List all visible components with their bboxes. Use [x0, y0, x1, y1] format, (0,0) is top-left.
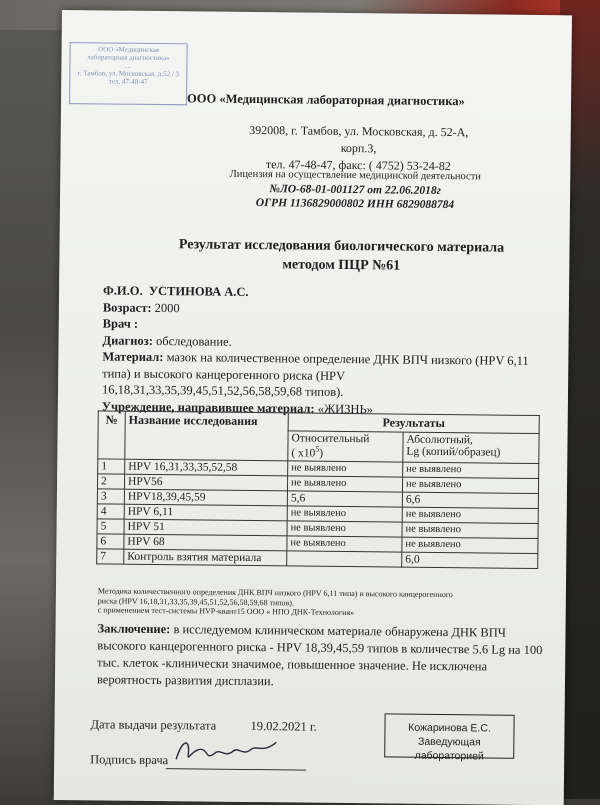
table-row	[97, 549, 538, 569]
doctor-label: Врач :	[103, 316, 139, 330]
table-header-row	[98, 411, 539, 434]
material-label: Материал:	[102, 349, 163, 364]
row-relative: не выявлено	[287, 536, 402, 552]
stamp-line: ООО «Медицинская	[73, 45, 185, 54]
row-name: HPV56	[124, 474, 287, 491]
col-results-header: Результаты	[288, 413, 539, 434]
fio-label: Ф.И.О.	[103, 283, 143, 297]
row-number: 5	[97, 519, 124, 534]
document-sheet	[54, 10, 572, 805]
row-relative: не выявлено	[287, 506, 402, 522]
lab-stamp	[69, 42, 188, 105]
license-line: Лицензия на осуществление медицинской деятельности	[220, 168, 490, 185]
row-absolute: не выявлено	[402, 522, 538, 538]
signature-label: Подпись врача	[90, 752, 168, 768]
row-relative: не выявлено	[288, 461, 403, 477]
row-name: HPV 51	[124, 519, 287, 536]
fio-value: УСТИНОВА А.С.	[149, 284, 249, 299]
row-number: 2	[97, 474, 124, 489]
row-number: 3	[97, 489, 124, 504]
method-line: Методика количественного определения ДНК ВПЧ низкого (HPV 6,11 типа) и высокого канцерогенного	[98, 586, 548, 600]
row-number: 7	[97, 549, 124, 564]
relative-unit-text: ( x10	[291, 447, 315, 459]
phone-line: тел. 47-48-47, факс: ( 4752) 53-24-82	[238, 156, 478, 176]
title-line: методом ПЦР №61	[171, 254, 511, 277]
patient-info	[102, 282, 543, 419]
issue-date-label: Дата выдачи результата	[90, 717, 216, 733]
row-name: HPV18,39,45,59	[124, 489, 287, 506]
row-name: HPV 16,31,33,35,52,58	[125, 459, 288, 476]
age-label: Возраст:	[103, 300, 152, 315]
conclusion-label: Заключение:	[97, 621, 170, 636]
material-value: мазок на количественное определение ДНК ВПЧ низкого (HPV 6,11 типа) и высокого канцерогенного риска (HPV 16,18,31,33,35,39,45,51,52,56,58,59,68 типов).	[102, 350, 529, 399]
handwritten-signature	[172, 733, 282, 766]
relative-unit	[291, 444, 399, 460]
col-absolute-header	[403, 432, 539, 463]
row-name: HPV 6,11	[124, 504, 287, 521]
stamp-line: лабораторная диагностика»	[72, 53, 184, 62]
issue-date-value: 19.02.2021 г.	[250, 719, 316, 735]
ogrn-inn: ОГРН 1136829000802 ИНН 6829088784	[220, 196, 490, 213]
row-absolute: 6,0	[402, 552, 538, 568]
relative-unit-exp: 5	[315, 445, 319, 454]
license-block	[220, 168, 490, 213]
document-title	[171, 235, 511, 277]
title-line: Результат исследования биологического материала	[171, 235, 511, 258]
row-relative	[287, 551, 402, 567]
row-number: 1	[98, 459, 125, 474]
method-line: с применением тест-системы HVP-квант15 ООО « НПО ДНК-Технология»	[98, 605, 548, 619]
organization-name: ООО «Медицинская лабораторная диагностика»	[187, 91, 465, 109]
method-line: риска (HPV 16,18,31,33,35,39,45,51,52,56,58,59,68 типов).	[98, 596, 548, 610]
results-table	[96, 410, 540, 568]
signature-line	[166, 767, 306, 770]
conclusion-text: в исследуемом клиническом материале обнаружена ДНК ВПЧ высокого канцерогенного риска - HPV 18,39,45,59 типов в количестве 5.6 Lg на 100 тыс. клеток -клинически значимое, повышенное значение. Не исключена вероятность развития дисплазии.	[97, 622, 543, 688]
diagnosis-label: Диагноз:	[102, 333, 153, 348]
absolute-label: Абсолютный,	[406, 434, 535, 447]
stamp-name: Кожаринова Е.С.	[385, 720, 513, 735]
col-name-header: Название исследования	[125, 411, 288, 461]
institution-value: «ЖИЗНЬ»	[318, 401, 373, 416]
relative-label: Относительный	[291, 432, 399, 445]
col-relative-header	[288, 431, 403, 462]
conclusion	[97, 620, 548, 693]
method-note	[98, 586, 548, 619]
stamp-line: …	[72, 61, 184, 70]
material-row	[102, 348, 542, 402]
row-absolute: не выявлено	[402, 507, 538, 523]
institution-label: Учреждение, направившее материал:	[102, 399, 315, 415]
col-number-header: №	[98, 411, 125, 459]
stamp-line: г. Тамбов, ул. Московская, д.52 / 3	[72, 69, 184, 78]
diagnosis-value: обследование.	[156, 334, 232, 349]
row-relative: не выявлено	[287, 476, 402, 492]
stamp-line: тел. 47-48-47	[72, 77, 184, 86]
row-absolute: не выявлено	[403, 462, 539, 478]
row-name: Контроль взятия материала	[124, 549, 287, 566]
row-relative: 5,6	[287, 491, 402, 507]
row-absolute: 6,6	[402, 492, 538, 508]
relative-unit-close: )	[319, 448, 323, 460]
stamp-role: Заведующая лабораторией	[385, 734, 513, 763]
head-of-lab-stamp	[384, 713, 514, 758]
absolute-unit: Lg (копий/образец)	[406, 446, 535, 459]
row-relative: не выявлено	[287, 521, 402, 537]
age-value: 2000	[155, 300, 180, 314]
row-number: 6	[97, 534, 124, 549]
row-absolute: не выявлено	[402, 477, 538, 493]
row-number: 4	[97, 504, 124, 519]
address-line: 392008, г. Тамбов, ул. Московская, д. 52-А, корп.3,	[238, 122, 478, 159]
row-name: HPV 68	[124, 534, 287, 551]
row-absolute: не выявлено	[402, 537, 538, 553]
license-number: №ЛО-68-01-001127 от 22.06.2018г	[220, 182, 490, 199]
